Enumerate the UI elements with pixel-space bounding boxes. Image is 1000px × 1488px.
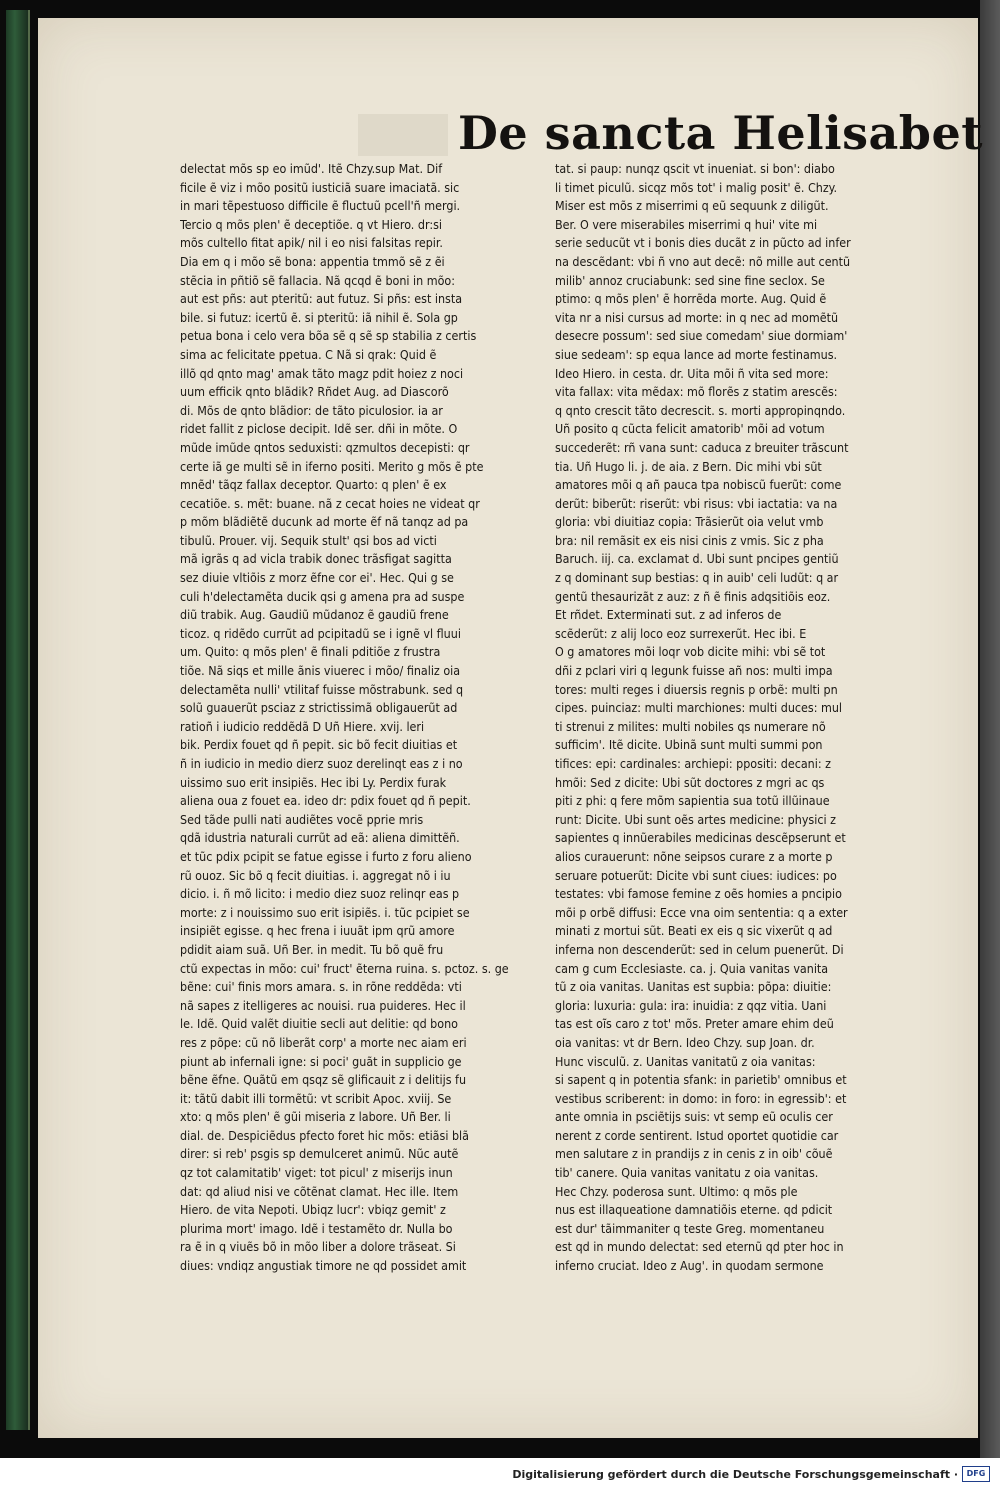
text-line: tib' canere. Quia vanitas vanitatu z oia vanitas.: [555, 1165, 819, 1181]
text-line: di. Mõs de qnto blãdior: de tãto piculosior. ia ar: [180, 402, 443, 418]
text-line: tiõe. Nã siqs et mille ãnis viuerec i mõo/ finaliz oia: [180, 663, 461, 679]
text-line: aut est pñs: aut pteritũ: aut futuz. Si pñs: est insta: [180, 291, 463, 307]
text-line: li timet piculũ. sicqz mõs tot' i malig posit' ẽ. Chzy.: [555, 179, 838, 195]
text-column-left: [180, 160, 550, 1276]
text-line: bile. si futuz: icertũ ẽ. si pteritũ: iã nihil ẽ. Sola gp: [180, 309, 458, 325]
text-line: ticoz. q ridẽdo currũt ad pcipitadũ se i ignẽ vl fluui: [180, 625, 461, 641]
text-line: z q dominant sup bestias: q in auib' celi ludũt: q ar: [555, 570, 839, 586]
text-line: um. Quito: q mõs plen' ẽ finali pditiõe z frustra: [180, 644, 441, 660]
text-line: qdã idustria naturali currũt ad eã: aliena dimittẽñ.: [180, 830, 460, 846]
text-line: men salutare z in prandijs z in cenis z in oib' cõuẽ: [555, 1146, 833, 1162]
text-line: it: tãtũ dabit illi tormẽtũ: vt scribit Apoc. xviij. Se: [180, 1090, 452, 1106]
text-line: sima ac felicitate ppetua. C Nã si qrak: Quid ẽ: [180, 346, 437, 362]
text-line: le. Idẽ. Quid valẽt diuitie secli aut delitie: qd bono: [180, 1016, 458, 1032]
text-line: p mõm blãdiẽtẽ ducunk ad morte ẽf nã tanqz ad pa: [180, 514, 469, 530]
text-line: est dur' tãimmaniter q teste Greg. momentaneu: [555, 1220, 825, 1236]
dfg-logo-icon: DFG: [962, 1466, 990, 1482]
text-line: testates: vbi famose femine z oẽs homies a pncipio: [555, 886, 842, 902]
text-line: delectamẽta nulli' vtilitaf fuisse mõstrabunk. sed q: [180, 681, 464, 697]
text-line: mõi p orbẽ diffusi: Ecce vna oim sententia: q a exter: [555, 904, 848, 920]
text-line: inferna non descenderũt: sed in celum puenerũt. Di: [555, 941, 844, 957]
text-line: O g amatores mõi loqr vob dicite mihi: vbi sẽ tot: [555, 644, 826, 660]
binding-edge: [6, 10, 30, 1430]
text-line: qz tot calamitatib' viget: tot picul' z miserijs inun: [180, 1165, 453, 1181]
text-line: Sed tãde pulli nati audiẽtes vocẽ pprie mris: [180, 811, 424, 827]
text-line: q qnto crescit tãto decrescit. s. morti appropinqndo.: [555, 402, 846, 418]
text-line: Tercio q mõs plen' ẽ deceptiõe. q vt Hiero. dr:si: [180, 216, 442, 232]
text-line: xto: q mõs plen' ẽ gũi miseria z labore. Uñ Ber. li: [180, 1109, 451, 1125]
text-line: culi h'delectamẽta ducik qsi g amena pra ad suspe: [180, 588, 465, 604]
text-line: ficile ẽ viz i mõo positũ iusticiã suare imaciatã. sic: [180, 179, 460, 195]
text-line: siue sedeam': sp equa lance ad morte festinamus.: [555, 346, 838, 362]
text-line: bẽne ẽfne. Quãtũ em qsqz sẽ glificauit z i delitijs fu: [180, 1072, 467, 1088]
text-line: minati z mortui sũt. Beati ex eis q sic vixerũt q ad: [555, 923, 833, 939]
scan-margin-right: [980, 0, 1000, 1458]
text-line: dñi z pclari viri q legunk fuisse añ nos: multi impa: [555, 663, 833, 679]
text-line: cecatiõe. s. mẽt: buane. nã z cecat hoies ne videat qr: [180, 495, 480, 511]
bleed-through-shadow: [358, 114, 448, 156]
text-line: certe iã ge multi sẽ in iferno positi. Merito g mõs ẽ pte: [180, 458, 484, 474]
text-line: piunt ab infernali igne: si poci' guãt in supplicio ge: [180, 1053, 462, 1069]
text-line: Dia em q i mõo sẽ bona: appentia tmmõ sẽ z ẽi: [180, 253, 445, 269]
text-line: plurima mort' imago. Idẽ i testamẽto dr. Nulla bo: [180, 1220, 453, 1236]
text-line: tat. si paup: nunqz qscit vt inueniat. si bon': diabo: [555, 161, 835, 176]
text-line: dat: qd aliud nisi ve cõtẽnat clamat. Hec ille. Item: [180, 1183, 459, 1199]
text-line: na descẽdant: vbi ñ vno aut decẽ: nõ mille aut centũ: [555, 253, 851, 269]
text-line: nus est illaqueatione damnatiõis eterne. qd pdicit: [555, 1202, 833, 1218]
text-line: Hunc visculũ. z. Uanitas vanitatũ z oia vanitas:: [555, 1053, 816, 1069]
text-line: uissimo suo erit insipiẽs. Hec ibi Ly. Perdix furak: [180, 774, 447, 790]
text-line: dicio. i. ñ mõ licito: i medio diez suoz relinqr eas p: [180, 886, 460, 902]
text-line: insipiẽt egisse. q hec frena i iuuãt ipm qrũ amore: [180, 923, 455, 939]
text-line: ctũ expectas in mõo: cui' fruct' ẽterna ruina. s. pctoz. s. ge: [180, 960, 509, 976]
text-line: milib' annoz cruciabunk: sed sine fine seclox. Se: [555, 272, 825, 288]
text-line: mnẽd' tãqz fallax deceptor. Quarto: q plen' ẽ ex: [180, 477, 447, 493]
text-line: Miser est mõs z miserrimi q eũ sequunk z diligũt.: [555, 198, 829, 214]
text-line: bik. Perdix fouet qd ñ pepit. sic bõ fecit diuitias et: [180, 737, 458, 753]
text-line: vita fallax: vita mẽdax: mõ florẽs z statim arescẽs:: [555, 384, 838, 400]
text-column-right: [555, 160, 935, 1276]
text-line: petua bona i celo vera bõa sẽ q sẽ sp stabilia z certis: [180, 328, 477, 344]
text-line: ptimo: q mõs plen' ẽ horrẽda morte. Aug. Quid ẽ: [555, 291, 827, 307]
text-line: si sapent q in potentia sfank: in parietib' omnibus et: [555, 1072, 847, 1088]
text-line: ti strenui z milites: multi nobiles qs numerare nõ: [555, 718, 826, 734]
text-line: tibulũ. Prouer. vij. Sequik stult' qsi bos ad victi: [180, 532, 437, 548]
text-line: derũt: biberũt: riserũt: vbi risus: vbi iactatia: va na: [555, 495, 838, 511]
text-line: tia. Uñ Hugo li. j. de aia. z Bern. Dic mihi vbi sũt: [555, 458, 822, 474]
text-line: cipes. puinciaz: multi marchiones: multi duces: mul: [555, 700, 843, 716]
text-line: Ber. O vere miserabiles miserrimi q hui' vite mi: [555, 216, 818, 232]
text-line: gloria: luxuria: gula: ira: inuidia: z qqz vitia. Uani: [555, 997, 827, 1013]
text-line: res z põpe: cũ nõ liberãt corp' a morte nec aiam eri: [180, 1034, 467, 1050]
text-line: seruare potuerũt: Dicite vbi sunt ciues: iudices: po: [555, 867, 837, 883]
text-line: sapientes q innũerabiles medicinas descẽpserunt et: [555, 830, 846, 846]
text-line: scẽderũt: z alij loco eoz surrexerũt. Hec ibi. E: [555, 625, 807, 641]
text-line: ridet fallit z piclose decipit. Idẽ ser. dñi in mõte. O: [180, 421, 458, 437]
text-line: aliena oua z fouet ea. ideo dr: pdix fouet qd ñ pepit.: [180, 793, 471, 809]
text-line: Hiero. de vita Nepoti. Ubiqz lucr': vbiqz gemit' z: [180, 1202, 446, 1218]
text-line: nerent z corde sentirent. Istud oportet quotidie car: [555, 1127, 839, 1143]
text-line: serie seducũt vt i bonis dies ducãt z in pũcto ad infer: [555, 235, 851, 251]
text-line: Uñ posito q cũcta felicit amatorib' mõi ad votum: [555, 421, 825, 437]
text-line: gentũ thesaurizãt z auz: z ñ ẽ finis adqsitiõis eoz.: [555, 588, 831, 604]
text-line: alios curauerunt: nõne seipsos curare z a morte p: [555, 848, 833, 864]
funding-notice: Digitalisierung gefördert durch die Deutsche Forschungsgemeinschaft ·: [512, 1468, 958, 1481]
text-line: Hec Chzy. poderosa sunt. Ultimo: q mõs ple: [555, 1183, 798, 1199]
text-line: stẽcia in pñtiõ sẽ fallacia. Nã qcqd ẽ boni in mõo:: [180, 272, 455, 288]
text-line: hmõi: Sed z dicite: Ubi sũt doctores z mgri ac qs: [555, 774, 825, 790]
text-line: ante omnia in psciẽtijs suis: vt semp eũ oculis cer: [555, 1109, 833, 1125]
text-line: runt: Dicite. Ubi sunt oẽs artes medicine: physici z: [555, 811, 836, 827]
text-line: Baruch. iij. ca. exclamat d. Ubi sunt pncipes gentiũ: [555, 551, 839, 567]
text-line: delectat mõs sp eo imũd'. Itẽ Chzy.sup Mat. Dif: [180, 161, 443, 176]
text-line: Ideo Hiero. in cesta. dr. Uita mõi ñ vita sed more:: [555, 365, 829, 381]
text-line: desecre possum': sed siue comedam' siue dormiam': [555, 328, 848, 344]
text-line: solũ guauerũt psciaz z strictissimã obligauerũt ad: [180, 700, 458, 716]
text-line: tũ z oia vanitas. Uanitas est supbia: põpa: diuitie:: [555, 979, 832, 995]
text-line: diũ trabik. Aug. Gaudiũ mũdanoz ẽ gaudiũ frene: [180, 607, 449, 623]
text-line: bra: nil remãsit ex eis nisi cinis z vmis. Sic z pha: [555, 532, 824, 548]
text-line: tifices: epi: cardinales: archiepi: ppositi: decani: z: [555, 756, 831, 771]
text-line: succederẽt: rñ vana sunt: caduca z breuiter trãscunt: [555, 439, 849, 455]
text-line: rũ ouoz. Sic bõ q fecit diuitias. i. aggregat nõ i iu: [180, 867, 451, 883]
text-line: vestibus scriberent: in domo: in foro: in egressib': et: [555, 1090, 847, 1106]
text-line: sez diuie vltiõis z morz ẽfne cor ei'. Hec. Qui g se: [180, 570, 454, 586]
text-line: pdidit aiam suã. Uñ Ber. in medit. Tu bõ quẽ fru: [180, 941, 444, 957]
text-line: oia vanitas: vt dr Bern. Ideo Chzy. sup Joan. dr.: [555, 1034, 815, 1050]
text-line: direr: si reb' psgis sp demulceret animũ. Nũc autẽ: [180, 1146, 459, 1162]
page-title: De sancta Helisabet: [458, 106, 983, 160]
text-line: bẽne: cui' finis mors amara. s. in rõne reddẽda: vti: [180, 979, 462, 995]
text-line: tores: multi reges i diuersis regnis p orbẽ: multi pn: [555, 681, 838, 697]
text-line: mũde imũde qntos seduxisti: qzmultos decepisti: qr: [180, 439, 470, 455]
text-line: et tũc pdix pcipit se fatue egisse i furto z foru alieno: [180, 848, 472, 864]
text-line: ratioñ i iudicio reddẽdã D Uñ Hiere. xvij. leri: [180, 718, 425, 734]
text-line: sufficim'. Itẽ dicite. Ubinã sunt multi summi pon: [555, 737, 823, 753]
text-line: inferno cruciat. Ideo z Aug'. in quodam sermone: [555, 1258, 824, 1274]
text-line: piti z phi: q fere mõm sapientia sua totũ illũinaue: [555, 793, 830, 809]
text-line: ra ẽ in q viuẽs bõ in mõo liber a dolore trãseat. Si: [180, 1239, 456, 1255]
text-line: est qd in mundo delectat: sed eternũ qd pter hoc in: [555, 1239, 844, 1255]
text-line: mã igrãs q ad vicla trabik donec trãsfigat sagitta: [180, 551, 452, 567]
text-line: tas est oĩs caro z tot' mõs. Preter amare ehim deũ: [555, 1016, 834, 1032]
text-line: morte: z i nouissimo suo erit isipiẽs. i. tũc pcipiet se: [180, 904, 470, 920]
text-line: Et rñdet. Exterminati sut. z ad inferos de: [555, 607, 782, 623]
text-line: amatores mõi q añ pauca tpa nobiscũ fuerũt: come: [555, 477, 842, 493]
text-line: diues: vndiqz angustiak timore ne qd possidet amit: [180, 1258, 467, 1274]
text-line: cam g cum Ecclesiaste. ca. j. Quia vanitas vanita: [555, 960, 829, 976]
text-line: uum efficik qnto blãdik? Rñdet Aug. ad Diascorõ: [180, 384, 449, 400]
text-line: in mari tẽpestuoso difficile ẽ fluctuũ pcell'ñ mergi.: [180, 198, 461, 214]
text-line: dial. de. Despiciẽdus pfecto foret hic mõs: etiãsi blã: [180, 1127, 469, 1143]
text-line: nã sapes z itelligeres ac nouisi. rua puideres. Hec il: [180, 997, 466, 1013]
text-line: mõs cultello fitat apik/ nil i eo nisi falsitas repir.: [180, 235, 443, 251]
text-line: ñ in iudicio in medio dierz suoz derelinqt eas z i no: [180, 756, 463, 771]
text-line: gloria: vbi diuitiaz copia: Trãsierũt oia velut vmb: [555, 514, 824, 530]
text-line: vita nr a nisi cursus ad morte: in q nec ad momẽtũ: [555, 309, 839, 325]
text-line: illõ qd qnto mag' amak tãto magz pdit hoiez z noci: [180, 365, 464, 381]
